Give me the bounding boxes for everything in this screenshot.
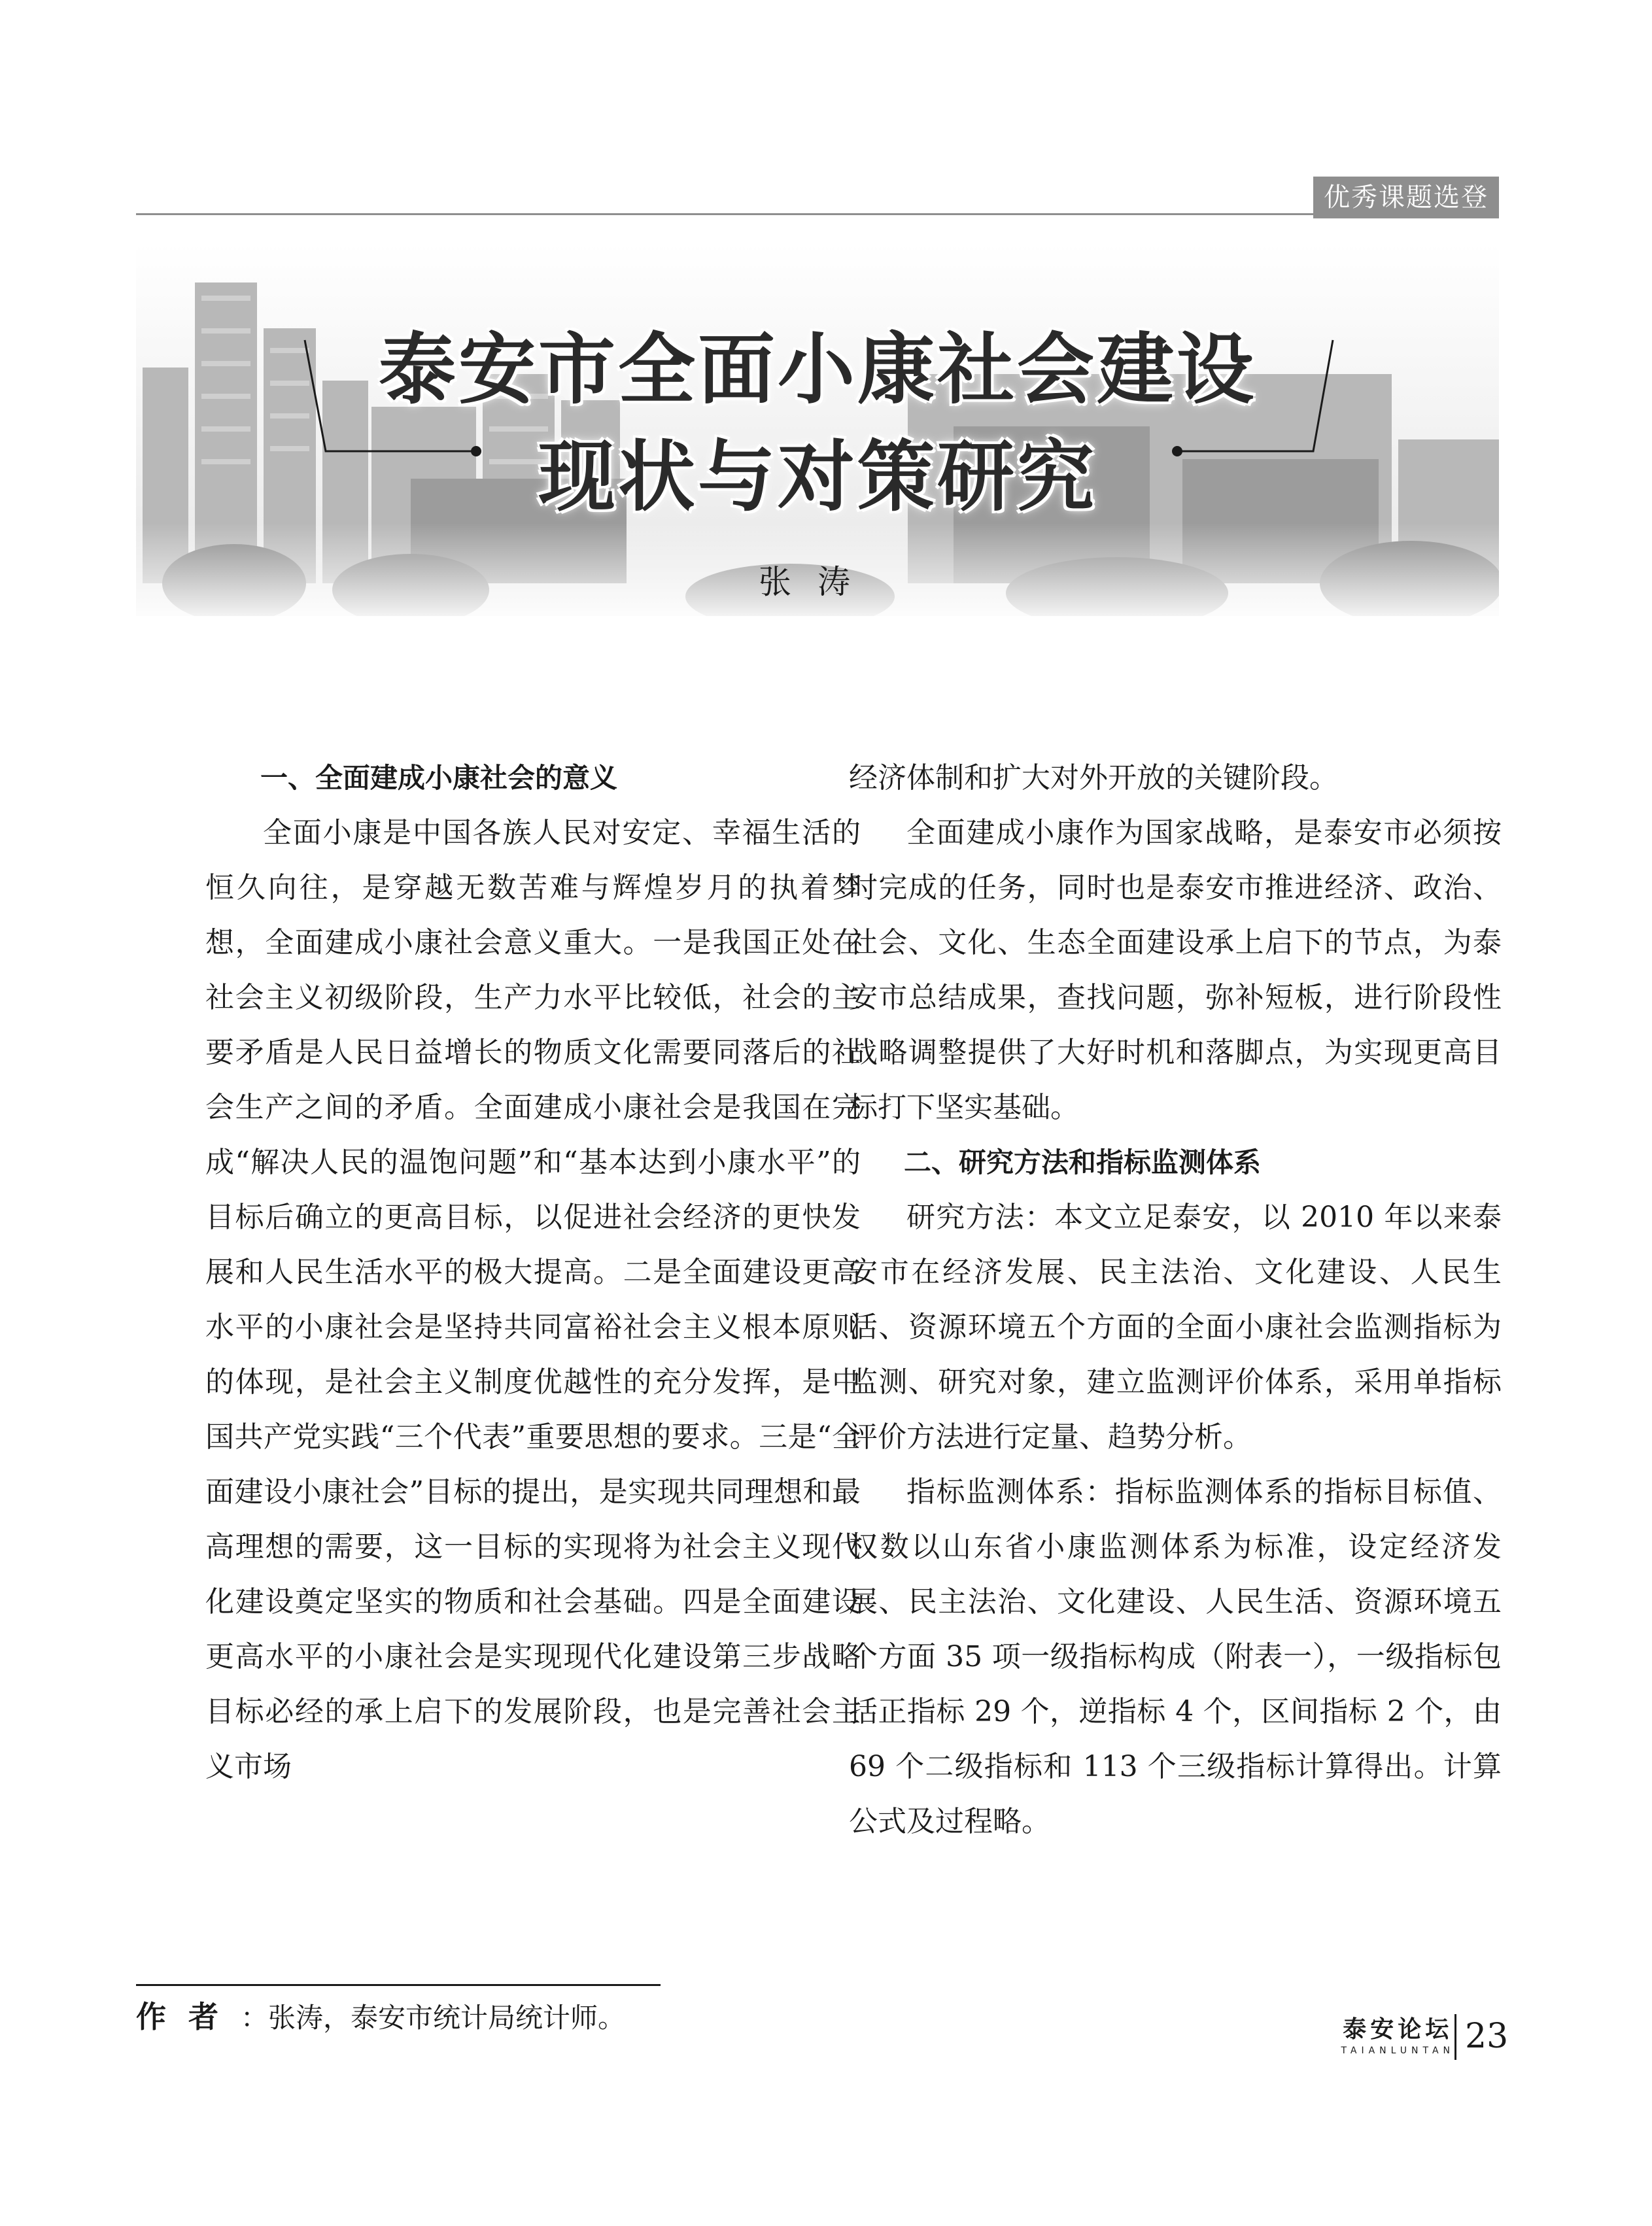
body-paragraph: 全面建成小康作为国家战略，是泰安市必须按时完成的任务，同时也是泰安市推进经济、政治、社会、文化、生态全面建设承上启下的节点，为泰安市总结成果，查找问题，弥补短板，进行阶段性战略调整提供了大好时机和落脚点，为实现更高目标打下坚实基础。 (849, 816, 1502, 1124)
body-column-left (205, 751, 861, 1794)
title-banner (136, 243, 1499, 616)
section-heading: 一、全面建成小康社会的意义 (260, 762, 618, 794)
body-paragraph: 研究方法：本文立足泰安，以 2010 年以来泰安市在经济发展、民主法治、文化建设、人民生活、资源环境五个方面的全面小康社会监测指标为监测、研究对象，建立监测评价体系，采用单指标评价方法进行定量、趋势分析。 (849, 1201, 1502, 1454)
publication-pinyin: TAIANLUNTAN (1341, 2046, 1454, 2056)
section-heading: 二、研究方法和指标监测体系 (904, 1146, 1262, 1178)
author-footnote (136, 1997, 625, 2038)
article-title-line1: 泰安市全面小康社会建设 (378, 324, 1256, 415)
section-tag: 优秀课题选登 (1313, 177, 1499, 218)
page-number-separator (1454, 2014, 1456, 2060)
body-paragraph-continued: 经济体制和扩大对外开放的关键阶段。 (849, 761, 1338, 795)
header-rule (136, 213, 1499, 215)
publication-mark (1341, 2015, 1454, 2057)
body-paragraph: 全面小康是中国各族人民对安定、幸福生活的恒久向往，是穿越无数苦难与辉煌岁月的执着梦想，全面建成小康社会意义重大。一是我国正处在社会主义初级阶段，生产力水平比较低，社会的主要矛盾是人民日益增长的物质文化需要同落后的社会生产之间的矛盾。全面建成小康社会是我国在完成“解决人民的温饱问题”和“基本达到小康水平”的目标后确立的更高目标，以促进社会经济的更快发展和人民生活水平的极大提高。二是全面建设更高水平的小康社会是坚持共同富裕社会主义根本原则的体现，是社会主义制度优越性的充分发挥，是中国共产党实践“三个代表”重要思想的要求。三是“全面建设小康社会”目标的提出，是实现共同理想和最高理想的需要，这一目标的实现将为社会主义现代化建设奠定坚实的物质和社会基础。四是全面建设更高水平的小康社会是实现现代化建设第三步战略目标必经的承上启下的发展阶段，也是完善社会主义市场 (205, 816, 861, 1783)
footnote-rule (136, 1984, 661, 1986)
article-author: 张涛 (759, 563, 876, 601)
body-paragraph: 指标监测体系：指标监测体系的指标目标值、权数以山东省小康监测体系为标准，设定经济发展、民主法治、文化建设、人民生活、资源环境五个方面 35 项一级指标构成（附表一），一级指标包括正指标 29 个，逆指标 4 个，区间指标 2 个，由 69 个二级指标和 113 个三级指标计算得出。计算公式及过程略。 (849, 1475, 1502, 1838)
page-number: 23 (1465, 2017, 1509, 2056)
author-footnote-text: ：张涛，泰安市统计局统计师。 (241, 2002, 626, 2034)
author-footnote-label: 作者 (136, 1999, 241, 2034)
article-title-line2: 现状与对策研究 (538, 432, 1097, 522)
publication-name: 泰安论坛 (1343, 2016, 1453, 2043)
body-column-right (849, 751, 1502, 1849)
